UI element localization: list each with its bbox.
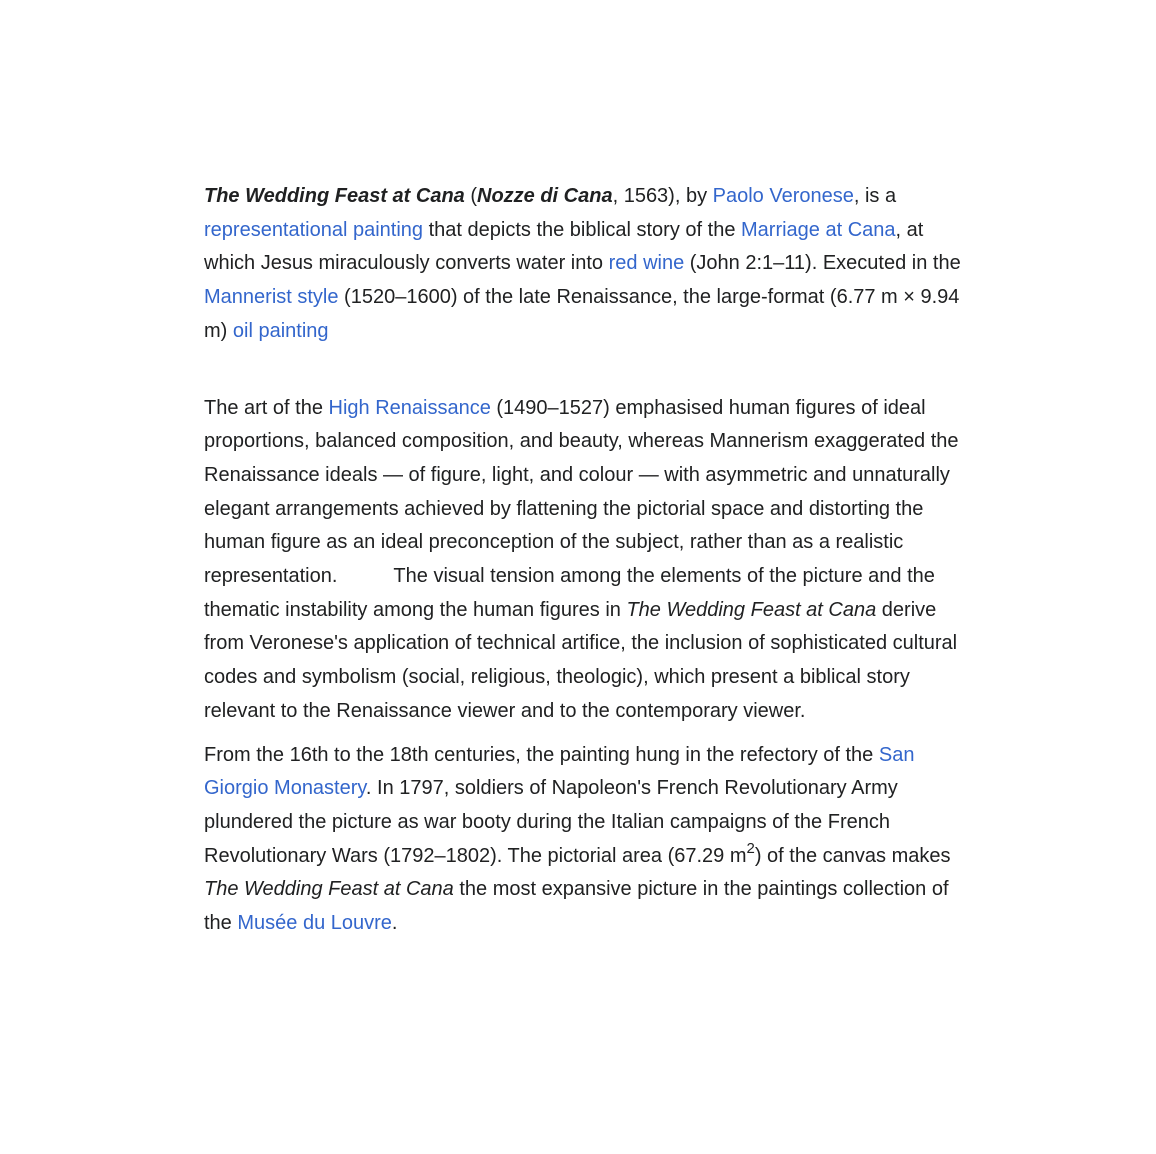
link-marriage-at-cana[interactable]: Marriage at Cana <box>741 218 896 241</box>
text-run: that depicts the biblical story of the <box>423 218 741 241</box>
text-run: , 1563), by <box>612 185 713 207</box>
text-run: (1490–1527) emphasised human figures of ideal proportions, balanced composition, and beauty, whereas Mannerism exaggerated the Renaissance ideals — of figure, light, and colour — with asymmetric and unnaturally elegant arrangements achieved by flattening the pictorial space and distorting the human figure as an ideal preconception of the subject, rather than as a realistic representation. <box>204 396 959 588</box>
link-paolo-veronese[interactable]: Paolo Veronese <box>712 185 854 207</box>
link-representational-painting[interactable]: representational painting <box>204 218 424 241</box>
paragraph-history <box>204 739 972 941</box>
link-musee-du-louvre[interactable]: Musée du Louvre <box>237 912 392 935</box>
text-run: the most expansive picture in the paintings collection of the <box>204 878 949 935</box>
link-mannerist-style[interactable]: Mannerist style <box>204 286 339 309</box>
text-run: The art of the <box>204 396 329 419</box>
link-san-giorgio-monastery[interactable]: San Giorgio Monastery <box>204 743 915 800</box>
text-run: The visual tension among the elements of the picture and the thematic instability among the human figures in <box>204 565 935 621</box>
paragraph-intro <box>204 180 972 349</box>
link-red-wine[interactable]: red wine <box>608 252 685 275</box>
text-run: ) of the canvas makes <box>754 844 951 867</box>
link-oil-painting[interactable]: oil painting <box>232 319 329 342</box>
text-run: , at which Jesus miraculously converts water into <box>204 218 924 275</box>
original-title: Nozze di Cana <box>477 185 613 207</box>
text-run: From the 16th to the 18th centuries, the painting hung in the refectory of the <box>204 743 879 766</box>
title-italic: The Wedding Feast at Cana <box>626 598 877 621</box>
text-run: . <box>391 912 398 935</box>
text-run: . In 1797, soldiers of Napoleon's French Revolutionary Army plundered the picture as war booty during the Italian campaigns of the French Revolutionary Wars (1792–1802). The pictorial area (67.29 m <box>204 777 898 867</box>
paragraph-mannerism <box>204 392 972 729</box>
text-run: (1520–1600) of the late Renaissance, the large-format (6.77 m × 9.94 m) <box>204 286 960 342</box>
text-run: , is a <box>853 185 897 207</box>
text-run: (John 2:1–11). Executed in the <box>684 252 961 275</box>
text-run: ( <box>464 185 477 207</box>
text-run: derive from Veronese's application of technical artifice, the inclusion of sophisticated cultural codes and symbolism (social, religious, theologic), which present a biblical story relevant to the Renaissance viewer and to the contemporary viewer. <box>204 598 958 722</box>
superscript: 2 <box>746 839 755 857</box>
article-body <box>204 180 972 941</box>
article-title: The Wedding Feast at Cana <box>204 185 465 207</box>
link-high-renaissance[interactable]: High Renaissance <box>328 396 491 419</box>
title-italic: The Wedding Feast at Cana <box>204 878 454 901</box>
